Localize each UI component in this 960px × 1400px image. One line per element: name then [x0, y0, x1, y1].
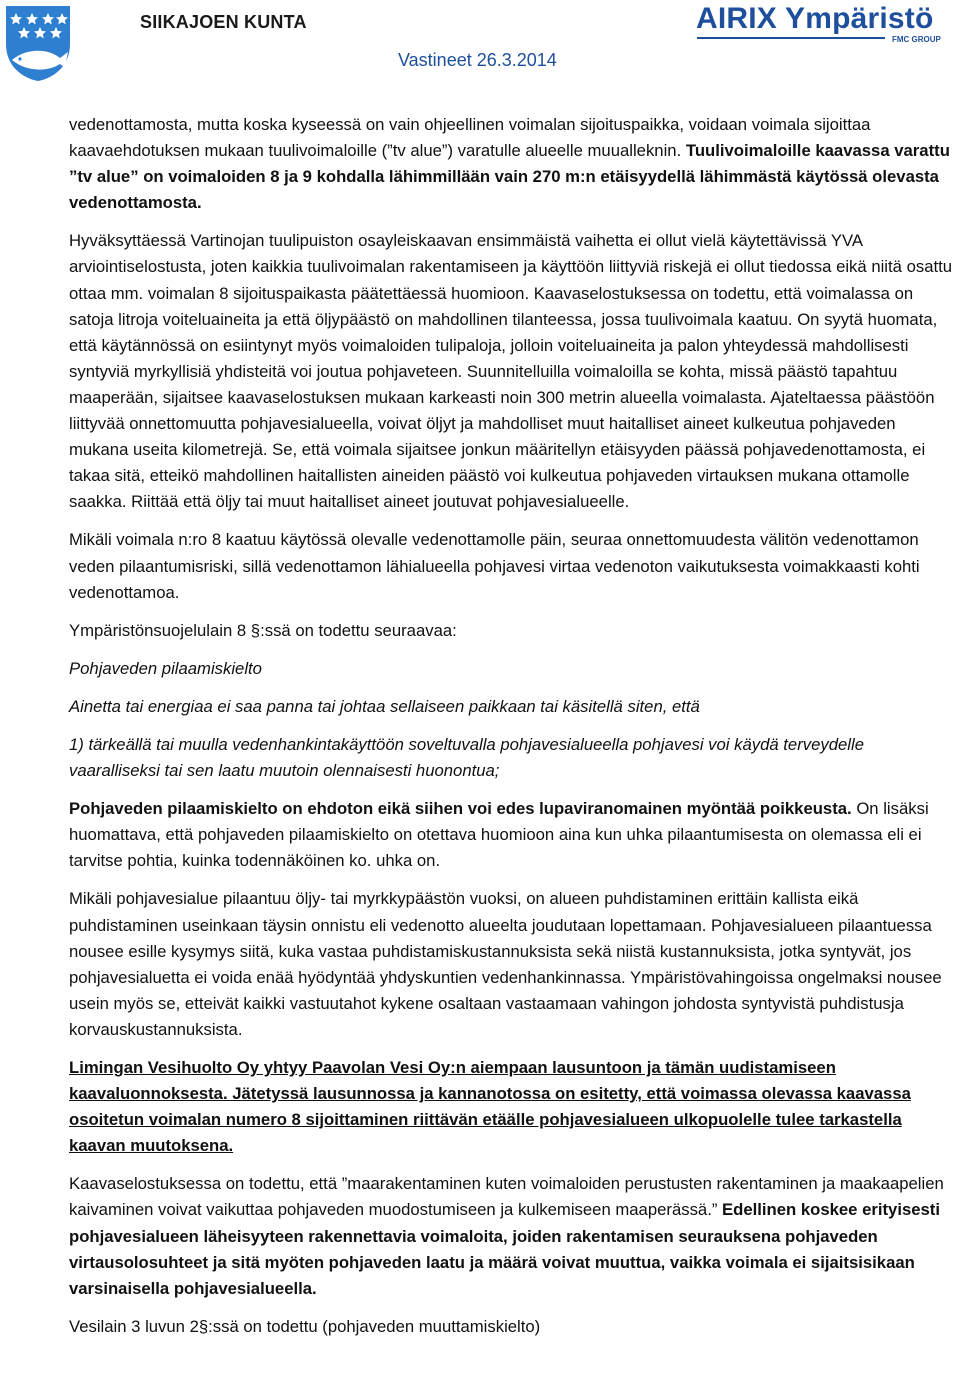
paragraph-8 — [69, 796, 957, 874]
page-header — [0, 0, 960, 85]
company-logo: AIRIX Ympäristö — [696, 2, 934, 35]
paragraph-10-statement: Limingan Vesihuolto Oy yhtyy Paavolan Vesi Oy:n aiempaan lausuntoon ja tämän uudistamiseen kaavaluonnoksesta. Jätetyssä lausunnossa ja kannanotossa on esitetty, että voimassa olevassa kaavassa osoitetun voimalan numero 8 sijoittaminen riittävän etäälle pohjavesialueen ulkopuolelle tulee tarkastella kaavan muutoksena. — [69, 1058, 911, 1156]
company-logo-subtitle: FMC GROUP — [892, 35, 941, 44]
law-quote-2: 1) tärkeällä tai muulla vedenhankintakäyttöön soveltuvalla pohjavesialueella pohjavesi voi käydä terveydelle vaaralliseksi tai sen laatu muutoin olennaisesti huonontua; — [69, 734, 864, 781]
municipal-crest-icon — [4, 4, 72, 82]
paragraph-1-emphasis: Tuulivoimaloille kaavassa varattu ”tv alue” on voimaloiden 8 ja 9 kohdalla lähimmillään vain 270 m:n etäisyydellä lähimmästä käytössä olevasta vedenottamosta. — [69, 141, 950, 213]
document-body — [69, 112, 957, 1340]
logo-underline — [697, 37, 885, 39]
paragraph-1-text: vedenottamosta, mutta koska kyseessä on vain ohjeellinen voimalan sijoituspaikka, voidaan voimala sijoittaa kaavaehdotuksen mukaan tuulivoimaloille (”tv alue”) varatulle alueelle muualleknin. — [69, 115, 871, 161]
paragraph-12: Vesilain 3 luvun 2§:ssä on todettu (pohjaveden muuttamiskielto) — [69, 1316, 541, 1336]
law-quote-1: Ainetta tai energiaa ei saa panna tai johtaa sellaiseen paikkaan tai käsitellä siten, että — [69, 696, 700, 716]
document-date: Vastineet 26.3.2014 — [398, 50, 557, 70]
municipality-name: SIIKAJOEN KUNTA — [140, 12, 307, 32]
paragraph-4: Ympäristönsuojelulain 8 §:ssä on todettu seuraavaa: — [69, 620, 457, 640]
paragraph-1 — [69, 112, 957, 216]
law-heading: Pohjaveden pilaamiskielto — [69, 658, 262, 678]
paragraph-2: Hyväksyttäessä Vartinojan tuulipuiston osayleiskaavan ensimmäistä vaihetta ei ollut vielä käytettävissä YVA arviointiselostusta, joten kaikkia tuulivoimalan rakentamiseen ja käyttöön liittyviä riskejä ei ollut tiedossa eikä niitä osattu ottaa mm. voimalan 8 sijoituspaikasta päätettäessä huomioon. Kaavaselostuksessa on todettu, että voimalassa on satoja litroja voiteluaineita ja että öljypäästö on mahdollinen tilanteessa, jossa tuulivoimala kaatuu. On syytä huomata, että käytännössä on esiintynyt myös voimaloiden tulipaloja, jolloin voiteluaineita ja palon yhteydessä mahdollisesti syntyviä myrkyllisiä yhdisteitä voi joutua pohjaveteen. Suunnitelluilla voimaloilla se kohta, missä päästö tapahtuu maaperään, sijaitsee kaavaselostuksen mukaan karkeasti noin 300 metrin alueella voimalasta. Ajateltaessa päästöön liittyvää onnettomuutta pohjavesialueella, voivat öljyt ja mahdolliset muut haitalliset aineet kulkeutua pohjaveden mukana useita kilometrejä. Se, että voimala sijaitsee jonkun määritellyn etäisyyden päässä pohjavedenottamosta, ei takaa sitä, etteikö mahdollinen haitallisten aineiden päästö voi kulkeutua pohjaveden virtauksen mukana ottamolle saakka. Riittää että öljy tai muut haitalliset aineet joutuvat pohjavesialueelle. — [69, 231, 953, 512]
paragraph-11-text: Kaavaselostuksessa on todettu, että ”maarakentaminen kuten voimaloiden perustusten rakentaminen ja maakaapelien kaivaminen voivat vaikuttaa pohjaveden muodostumiseen ja kulkemiseen maaperässä.” — [69, 1174, 944, 1220]
paragraph-9: Mikäli pohjavesialue pilaantuu öljy- tai myrkkypäästön vuoksi, on alueen puhdistaminen erittäin kallista eikä puhdistaminen useinkaan täysin onnistu eli vedenotto alueelta joudutaan lopettamaan. Pohjavesialueen pilaantuessa nousee esille kysymys siitä, kuka vastaa puhdistamiskustannuksista sekä niistä kustannuksista, jotka syntyvät, jos pohjavesialuetta ei voida enää hyödyntää yhdyskuntien vedenhankinnassa. Ympäristövahingoissa ongelmaksi nousee usein myös se, etteivät kaikki vastuutahot kykene osaltaan vastaamaan vahingon johdosta syntyvistä puhdistusja korvauskustannuksista. — [69, 889, 942, 1039]
paragraph-8-text: On lisäksi huomattava, että pohjaveden pilaamiskielto on otettava huomioon aina kun uhka pilaantumisesta on olemassa eli ei tarvitse pohtia, kuinka todennäköinen ko. uhka on. — [69, 799, 929, 871]
paragraph-8-emphasis: Pohjaveden pilaamiskielto on ehdoton eikä siihen voi edes lupaviranomainen myöntää poikkeusta. — [69, 799, 852, 819]
paragraph-11 — [69, 1171, 957, 1301]
paragraph-11-emphasis: Edellinen koskee erityisesti pohjavesialueen läheisyyteen rakennettavia voimaloita, joiden rakentamisen seurauksena pohjaveden virtausolosuhteet ja sitä myöten pohjaveden laatu ja määrä voivat muuttua, vaikka voimala ei sijaitsisikaan varsinaisella pohjavesialueella. — [69, 1200, 941, 1298]
paragraph-3: Mikäli voimala n:ro 8 kaatuu käytössä olevalle vedenottamolle päin, seuraa onnettomuudesta välitön vedenottamon veden pilaantumisriski, sillä vedenottamon lähialueella pohjavesi virtaa vedenoton vaikutuksesta voimakkaasti kohti vedenottamoa. — [69, 530, 920, 602]
